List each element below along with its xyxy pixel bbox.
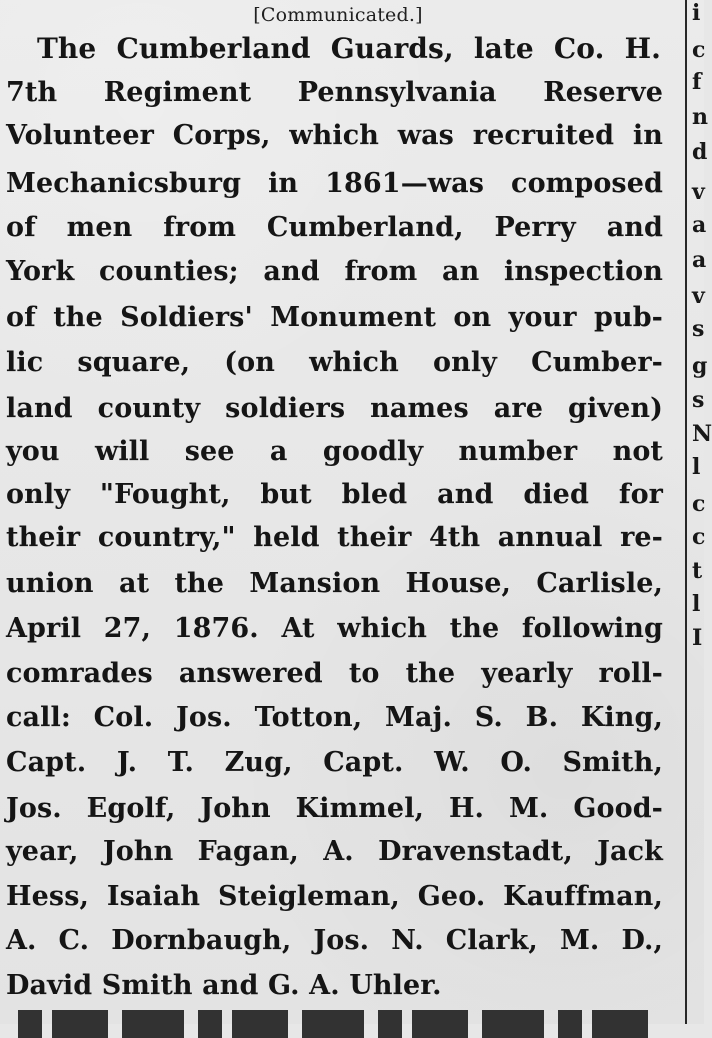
adjacent-fragment-11: g	[692, 353, 708, 379]
article-line-9: land county soldiers names are given)	[6, 393, 663, 424]
adjacent-column-fragments	[689, 0, 712, 1024]
cropped-text-fragment	[18, 1010, 658, 1038]
article-line-17: Capt. J. T. Zug, Capt. W. O. Smith,	[6, 747, 663, 778]
adjacent-fragment-10: s	[692, 316, 705, 342]
article-line-5: of men from Cumberland, Perry and	[6, 212, 663, 243]
adjacent-fragment-4: n	[692, 104, 708, 130]
adjacent-fragment-17: t	[692, 558, 703, 584]
adjacent-fragment-2: c	[692, 37, 706, 63]
adjacent-fragment-14: l	[692, 454, 701, 480]
article-line-4: Mechanicsburg in 1861—was composed	[6, 168, 663, 199]
adjacent-fragment-16: c	[692, 524, 706, 550]
article-line-20: Hess, Isaiah Steigleman, Geo. Kauffman,	[6, 881, 663, 912]
adjacent-fragment-8: a	[692, 247, 707, 273]
article-line-7: of the Soldiers' Monument on your pub-	[6, 302, 663, 333]
adjacent-fragment-6: v	[692, 179, 705, 205]
adjacent-fragment-5: d	[692, 139, 708, 165]
article-line-18: Jos. Egolf, John Kimmel, H. M. Good-	[6, 793, 663, 824]
article-line-3: Volunteer Corps, which was recruited in	[6, 120, 663, 151]
article-line-10: you will see a goodly number not	[6, 436, 663, 467]
article-heading: [Communicated.]	[253, 4, 423, 26]
adjacent-fragment-12: s	[692, 387, 705, 413]
article-line-1: The Cumberland Guards, late Co. H.	[37, 32, 661, 65]
article-line-19: year, John Fagan, A. Dravenstadt, Jack	[6, 836, 663, 867]
article-line-11: only "Fought, but bled and died for	[6, 479, 663, 510]
article-line-13: union at the Mansion House, Carlisle,	[6, 568, 663, 599]
adjacent-fragment-13: N	[692, 421, 712, 447]
column-divider	[685, 0, 687, 1024]
adjacent-fragment-19: I	[692, 625, 703, 651]
article-line-14: April 27, 1876. At which the following	[6, 613, 663, 644]
article-line-15: comrades answered to the yearly roll-	[6, 658, 663, 689]
article-line-16: call: Col. Jos. Totton, Maj. S. B. King,	[6, 702, 663, 733]
article-line-6: York counties; and from an inspection	[6, 256, 663, 287]
adjacent-fragment-18: l	[692, 591, 701, 617]
article-line-21: A. C. Dornbaugh, Jos. N. Clark, M. D.,	[6, 925, 663, 956]
adjacent-fragment-15: c	[692, 491, 706, 517]
article-line-2: 7th Regiment Pennsylvania Reserve	[6, 77, 663, 108]
article-line-8: lic square, (on which only Cumber-	[6, 347, 663, 378]
adjacent-fragment-1: i	[692, 0, 701, 26]
adjacent-fragment-3: f	[692, 69, 702, 95]
article-line-22: David Smith and G. A. Uhler.	[6, 970, 442, 1001]
adjacent-fragment-7: a	[692, 212, 707, 238]
article-line-12: their country," held their 4th annual re-	[6, 522, 663, 553]
cropped-next-line	[18, 1010, 660, 1024]
adjacent-fragment-9: v	[692, 283, 705, 309]
